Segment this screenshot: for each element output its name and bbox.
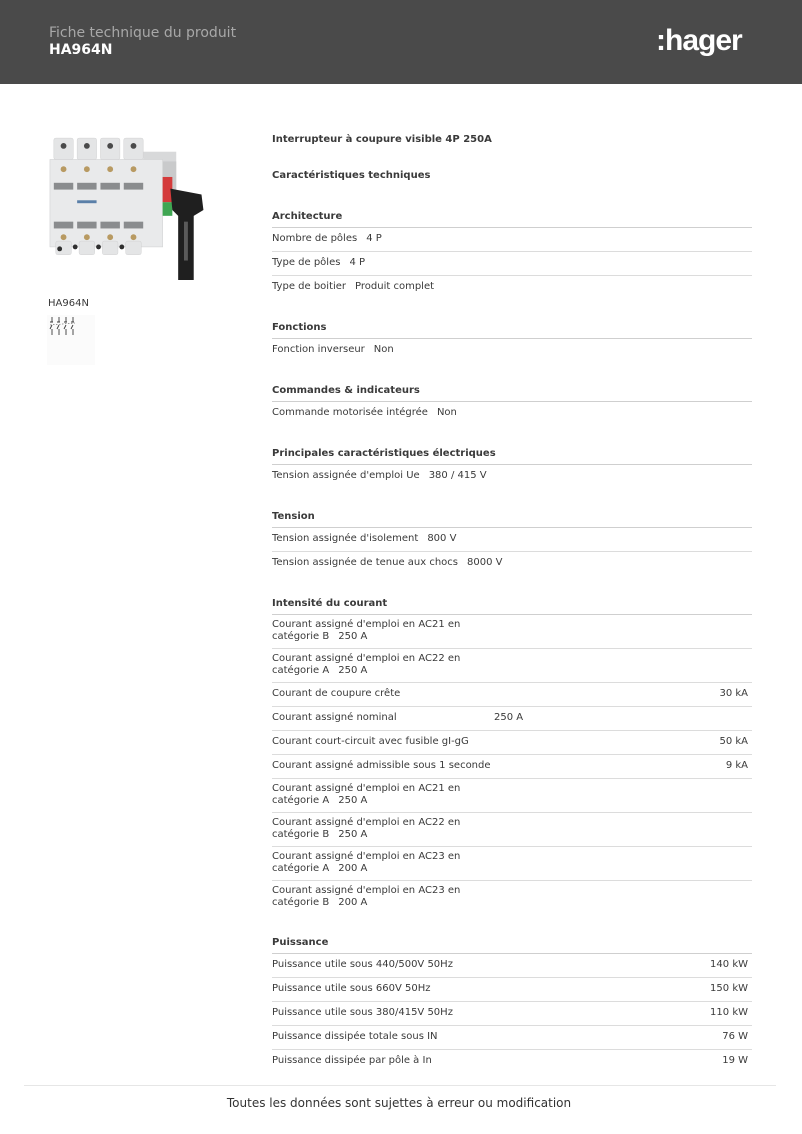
section-intensite-courant bbox=[272, 593, 752, 914]
spec-label: Commande motorisée intégrée bbox=[272, 407, 428, 418]
spec-label: catégorie A bbox=[272, 863, 330, 874]
spec-label: catégorie A bbox=[272, 665, 330, 676]
spec-row bbox=[272, 755, 752, 779]
footer-divider bbox=[24, 1085, 776, 1086]
spec-row bbox=[272, 1050, 752, 1073]
spec-label: Tension assignée d'isolement bbox=[272, 533, 419, 544]
spec-row bbox=[272, 649, 752, 683]
spec-label: Tension assignée de tenue aux chocs bbox=[272, 557, 459, 568]
spec-value: 19 W bbox=[722, 1055, 748, 1066]
spec-label: Courant assigné d'emploi en AC22 en bbox=[272, 653, 461, 664]
spec-value: 800 V bbox=[427, 533, 457, 544]
spec-value: 50 kA bbox=[719, 736, 748, 747]
spec-row bbox=[272, 731, 752, 755]
spec-label: Courant assigné d'emploi en AC23 en bbox=[272, 885, 461, 896]
spec-value: 9 kA bbox=[725, 760, 748, 771]
spec-label: Courant assigné d'emploi en AC21 en bbox=[272, 783, 461, 794]
spec-label: catégorie B bbox=[272, 897, 330, 908]
spec-label: Fonction inverseur bbox=[272, 344, 365, 355]
spec-label: Type de boitier bbox=[272, 281, 347, 292]
spec-value: 380 / 415 V bbox=[428, 470, 487, 481]
spec-label: Courant assigné d'emploi en AC22 en bbox=[272, 817, 461, 828]
product-reference: HA964N bbox=[48, 298, 89, 309]
spec-row bbox=[272, 954, 752, 978]
technical-sheet bbox=[272, 128, 752, 1073]
spec-value: 250 A bbox=[338, 829, 368, 840]
spec-value: 150 kW bbox=[710, 983, 748, 994]
spec-label: catégorie B bbox=[272, 631, 330, 642]
spec-row bbox=[272, 276, 752, 299]
spec-value: Produit complet bbox=[355, 281, 435, 292]
section-title: Architecture bbox=[272, 206, 752, 228]
spec-value: Non bbox=[436, 407, 457, 418]
spec-row bbox=[272, 528, 752, 552]
spec-value: 8000 V bbox=[467, 557, 503, 568]
product-title: Interrupteur à coupure visible 4P 250A bbox=[272, 134, 492, 145]
spec-row bbox=[272, 339, 752, 362]
section-fonctions bbox=[272, 317, 752, 362]
switch-disconnector-image bbox=[48, 130, 218, 290]
spec-label: Puissance dissipée totale sous IN bbox=[272, 1031, 438, 1042]
section-puissance bbox=[272, 932, 752, 1073]
spec-row bbox=[272, 707, 752, 731]
spec-label: Type de pôles bbox=[272, 257, 341, 268]
spec-value: Non bbox=[373, 344, 394, 355]
section-title: Tension bbox=[272, 506, 752, 528]
spec-label: Courant assigné admissible sous 1 seconde bbox=[272, 760, 491, 771]
header-subtitle: Fiche technique du produit bbox=[49, 25, 237, 41]
spec-label: catégorie B bbox=[272, 829, 330, 840]
spec-row bbox=[272, 465, 752, 488]
spec-row bbox=[272, 881, 752, 914]
spec-row bbox=[272, 228, 752, 252]
section-title: Principales caractéristiques électriques bbox=[272, 443, 752, 465]
spec-value: 30 kA bbox=[719, 688, 748, 699]
footer-disclaimer: Toutes les données sont sujettes à erreur ou modification bbox=[226, 1096, 572, 1110]
spec-row bbox=[272, 252, 752, 276]
spec-row bbox=[272, 978, 752, 1002]
spec-value: 250 A bbox=[494, 712, 524, 723]
spec-label: Courant court-circuit avec fusible gI-gG bbox=[272, 736, 469, 747]
switch-symbol-icon bbox=[49, 317, 79, 335]
spec-row bbox=[272, 1002, 752, 1026]
spec-label: Courant assigné d'emploi en AC23 en bbox=[272, 851, 461, 862]
spec-row bbox=[272, 779, 752, 813]
section-principales-caracteristiques bbox=[272, 443, 752, 488]
spec-row bbox=[272, 402, 752, 425]
four-pole-switch-symbol-icon bbox=[47, 315, 95, 365]
spec-label: Puissance utile sous 380/415V 50Hz bbox=[272, 1007, 453, 1018]
spec-row bbox=[272, 1026, 752, 1050]
spec-row bbox=[272, 615, 752, 649]
spec-row bbox=[272, 683, 752, 707]
spec-value: 110 kW bbox=[710, 1007, 748, 1018]
spec-value: 4 P bbox=[366, 233, 382, 244]
spec-value: 250 A bbox=[338, 631, 368, 642]
section-title: Commandes & indicateurs bbox=[272, 380, 752, 402]
spec-label: Puissance utile sous 440/500V 50Hz bbox=[272, 959, 453, 970]
spec-value: 4 P bbox=[349, 257, 366, 268]
spec-label: Tension assignée d'emploi Ue bbox=[272, 470, 420, 481]
header-product-code: HA964N bbox=[49, 42, 113, 58]
spec-value: 250 A bbox=[338, 795, 368, 806]
product-image bbox=[48, 130, 248, 294]
section-title: Fonctions bbox=[272, 317, 752, 339]
spec-label: catégorie A bbox=[272, 795, 330, 806]
spec-value: 200 A bbox=[338, 897, 368, 908]
spec-row bbox=[272, 813, 752, 847]
spec-label: Courant assigné d'emploi en AC21 en bbox=[272, 619, 461, 630]
hager-logo: :hager bbox=[656, 24, 742, 57]
spec-label: Courant de coupure crête bbox=[272, 688, 401, 699]
spec-value: 76 W bbox=[722, 1031, 748, 1042]
section-architecture bbox=[272, 206, 752, 299]
spec-label: Nombre de pôles bbox=[272, 233, 358, 244]
spec-row bbox=[272, 847, 752, 881]
section-commandes-indicateurs bbox=[272, 380, 752, 425]
technical-characteristics-heading: Caractéristiques techniques bbox=[272, 170, 431, 181]
spec-label: Puissance dissipée par pôle à In bbox=[272, 1055, 432, 1066]
spec-value: 140 kW bbox=[710, 959, 748, 970]
section-title: Puissance bbox=[272, 932, 752, 954]
spec-label: Courant assigné nominal bbox=[272, 712, 397, 723]
spec-row bbox=[272, 552, 752, 575]
spec-value: 250 A bbox=[338, 665, 368, 676]
spec-label: Puissance utile sous 660V 50Hz bbox=[272, 983, 431, 994]
section-title: Intensité du courant bbox=[272, 593, 752, 615]
spec-value: 200 A bbox=[338, 863, 368, 874]
page-header bbox=[0, 0, 802, 84]
section-tension bbox=[272, 506, 752, 575]
